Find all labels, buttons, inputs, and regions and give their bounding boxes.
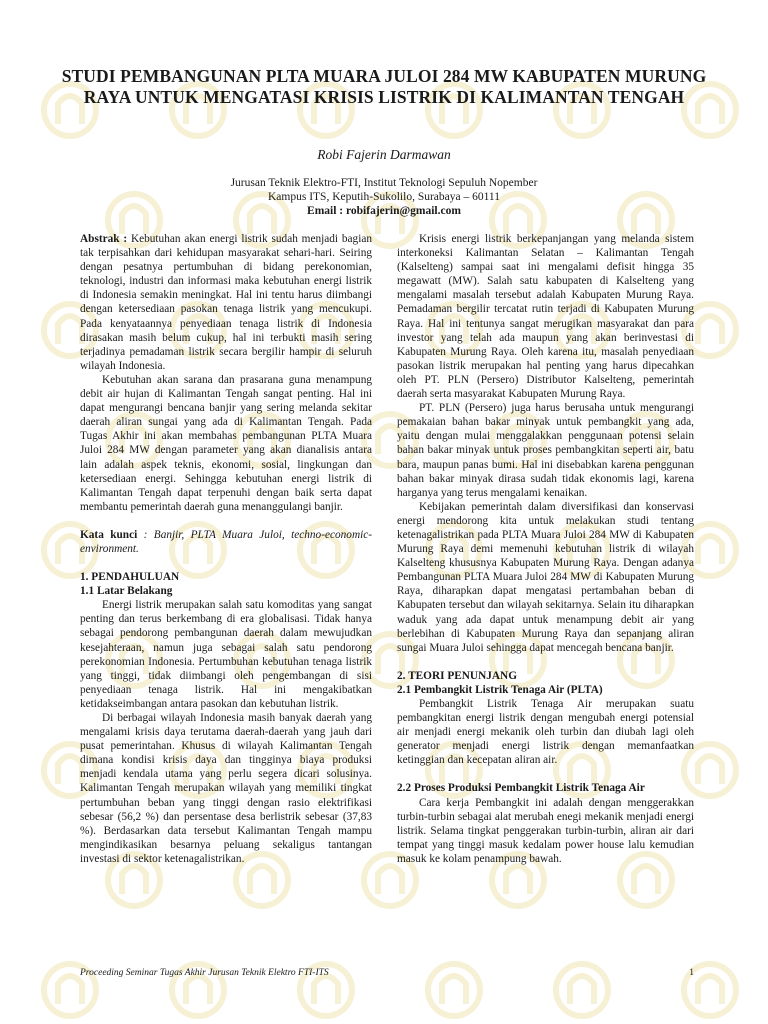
logo-mark bbox=[698, 756, 722, 784]
right-column bbox=[397, 232, 694, 866]
footer-proceeding: Proceeding Seminar Tugas Akhir Jurusan Teknik Elektro FTI-ITS bbox=[80, 968, 329, 978]
author-name: Robi Fajerin Darmawan bbox=[317, 147, 451, 162]
section-1-paragraph-2: Di berbagai wilayah Indonesia masih banyak daerah yang mengalami krisis daya terutama daerah-daerah yang jauh dari pusat pemerintahan. Khusus di wilayah Kalimantan Tengah dimana kondisi krisis daya dan tingginya biaya produksi menjadi kendala utama yang perlu segera dicari solusinya. Kalimantan Tengah merupakan wilayah yang memiliki tingkat pertumbuhan beban yang tinggi dengan rasio elektrifikasi sebesar (56,2 %) dan persentase desa berlistrik sebesar (37,83 %). Berdasarkan data tersebut Kalimantan Tengah mampu mengindikasikan besarnya peluang sekaligus tantangan investasi di sektor ketenagalistrikan. bbox=[80, 712, 372, 865]
logo-mark bbox=[250, 866, 274, 894]
keywords-text: : Banjir, PLTA Muara Juloi, techno-economic-environment. bbox=[80, 528, 373, 555]
logo-mark bbox=[58, 756, 82, 784]
logo-mark bbox=[634, 866, 658, 894]
logo-mark bbox=[698, 316, 722, 344]
page-footer bbox=[80, 968, 694, 978]
affiliation bbox=[0, 176, 768, 218]
logo-mark bbox=[378, 866, 402, 894]
right-paragraph-1: Krisis energi listrik berkepanjangan yang melanda sistem interkoneksi Kalimantan Selatan – Kalimantan Tengah (Kalselteng) sampai saat ini mengalami defisit hingga 35 megawatt (MW). Salah satu kabupaten di Kalselteng yang mengalami masalah tersebut adalah Kabupaten Murung Raya. Pemadaman bergilir tercatat rutin terjadi di Kabupaten Murung Raya. Hal ini tentunya sangat merugikan masyarakat dan para investor yang telah ada maupun yang akan berinvestasi di Kabupaten Murung Raya. Oleh karena itu, masalah penyediaan pasokan listrik merupakan hal penting yang harus dipecahkan oleh PT. PLN (Persero) Distributor Kalselteng, pemerintah daerah serta masyarakat Kabupaten Murung Raya. bbox=[397, 233, 694, 401]
affiliation-line-2: Kampus ITS, Keputih-Sukolilo, Surabaya – 60111 bbox=[268, 191, 500, 203]
section-1-1-heading: 1.1 Latar Belakang bbox=[80, 585, 173, 598]
right-paragraph-2: PT. PLN (Persero) juga harus berusaha untuk mengurangi pemakaian bahan bakar minyak untuk pembangkit yang ada, yaitu dengan mulai menggalakkan penggunaan potensi selain bahan bakar minyak untuk proses pembangkitan seperti air, batu bara, maupun panas bumi. Hal ini disebabkan karena penggunan bahan bakar minyak dirasa sudah tidak ekonomis lagi, karena harganya yang terus mengalami kenaikan. bbox=[397, 402, 694, 499]
section-1-heading: 1. PENDAHULUAN bbox=[80, 571, 180, 584]
abstract-label: Abstrak : bbox=[80, 233, 128, 245]
logo-mark bbox=[314, 976, 338, 1004]
logo-mark bbox=[698, 976, 722, 1004]
abstract-text-1: Kebutuhan akan energi listrik sudah menjadi bagian tak terpisahkan dari kehidupan masyarakat sehari-hari. Seiring dengan pesatnya pertumbuhan di bidang perekonomian, teknologi, industri dan informasi maka kebutuhan energi listrik di Indonesia semakin meningkat. Hal ini tentu harus diimbangi dengan ketersediaan pasokan tenaga listrik yang mencukupi. Pada kenyataannya penyediaan tenaga listrik di Indonesia dirasakan masih belum cukup, hal ini terbukti masih sering terjadinya pemadaman listrik secara bergilir hampir di seluruh wilayah Indonesia. bbox=[80, 233, 372, 372]
logo-mark bbox=[570, 976, 594, 1004]
left-column bbox=[80, 232, 372, 866]
section-2-1-paragraph: Pembangkit Listrik Tenaga Air merupakan suatu pembangkitan energi listrik dengan mengubah energi potensial air menjadi energi mekanik oleh turbin dan diubah lagi oleh generator menjadi energi listrik dengan memanfaatkan ketinggian dan kecepatan aliran air. bbox=[397, 698, 694, 767]
section-2-1-heading: 2.1 Pembangkit Listrik Tenaga Air (PLTA) bbox=[397, 683, 603, 696]
logo-mark bbox=[58, 536, 82, 564]
section-2-2-heading: 2.2 Proses Produksi Pembangkit Listrik Tenaga Air bbox=[397, 782, 645, 795]
author-email: Email : robifajerin@gmail.com bbox=[307, 205, 461, 217]
paper-title: STUDI PEMBANGUNAN PLTA MUARA JULOI 284 MW KABUPATEN MURUNG RAYA UNTUK MENGATASI KRISIS LISTRIK DI KALIMANTAN TENGAH bbox=[61, 66, 707, 107]
logo-mark bbox=[442, 976, 466, 1004]
keywords-label: Kata kunci bbox=[80, 528, 138, 541]
abstract-paragraph-1 bbox=[80, 232, 372, 373]
keywords bbox=[80, 528, 372, 556]
logo-mark bbox=[698, 536, 722, 564]
affiliation-line-1: Jurusan Teknik Elektro-FTI, Institut Teknologi Sepuluh Nopember bbox=[230, 177, 538, 189]
page-number: 1 bbox=[689, 968, 694, 978]
logo-mark bbox=[58, 316, 82, 344]
section-2-2-paragraph: Cara kerja Pembangkit ini adalah dengan menggerakkan turbin-turbin sebagai alat merubah enegi mekanik menjadi energi listrik. Selama tingkat penggerakan turbin-turbin, aliran air dari tempat yang tinggi masuk kedalam power house lalu kemudian masuk ke kolam penampung bawah. bbox=[397, 796, 694, 865]
right-paragraph-3: Kebijakan pemerintah dalam diversifikasi dan konservasi energi mendorong kita untuk melakukan studi tentang ketenagalistrikan pada PLTA Muara Juloi 284 MW di Kabupaten Murung Raya demi memenuhi kebutuhan listrik di wilayah Kalselteng khususnya Kabupaten Murung Raya. Dengan adanya Pembangunan PLTA Muara Juloi 284 MW di Kabupaten Murung Raya, diharapkan dapat mengatasi pertambahan beban di Kabupaten tersebut dan wilayah sekitarnya. Selain itu diharapkan waduk yang ada dapat untuk menampung debit air yang berlebihan di Kabupaten Murung Raya dan sepanjang aliran sungai Muara Juloi sehingga dapat mencegah bencana banjir. bbox=[397, 500, 694, 654]
section-2-heading: 2. TEORI PENUNJANG bbox=[397, 669, 517, 682]
section-1-paragraph-1: Energi listrik merupakan salah satu komoditas yang sangat penting dan terus berkembang di era globalisasi. Tidak hanya sebagai pendorong pembangunan daerah dalam mewujudkan kesejahteraan, namun juga sebagai salah satu pendorong perekonomian Indonesia. Pertumbuhan kebutuhan tenaga listrik yang tinggi, tidak diimbangi oleh pengembangan di sisi penyediaan tenaga listrik. Hal ini mengakibatkan ketidakseimbangan antara pasokan dan kebutuhan listrik. bbox=[80, 599, 372, 710]
logo-mark bbox=[506, 866, 530, 894]
logo-mark bbox=[186, 976, 210, 1004]
logo-mark bbox=[58, 976, 82, 1004]
logo-mark bbox=[122, 866, 146, 894]
abstract-paragraph-2: Kebutuhan akan sarana dan prasarana guna menampung debit air hujan di Kalimantan Tengah sangat penting. Hal ini dapat mengurangi bencana banjir yang sering melanda sekitar daerah aliran sungai yang ada di Kalimantan Tengah. Pada Tugas Akhir ini akan membahas pembangunan PLTA Muara Juloi 284 MW dengan parameter yang akan dianalisis antara lain adalah aspek teknis, ekonomi, sosial, lingkungan dan ketersediaan energi. Sehingga kebutuhan energi listrik di Kalimantan Tengah dapat terpenuhi dengan baik serta dapat membantu pemerintah daerah guna menanggulangi banjir. bbox=[80, 373, 372, 513]
